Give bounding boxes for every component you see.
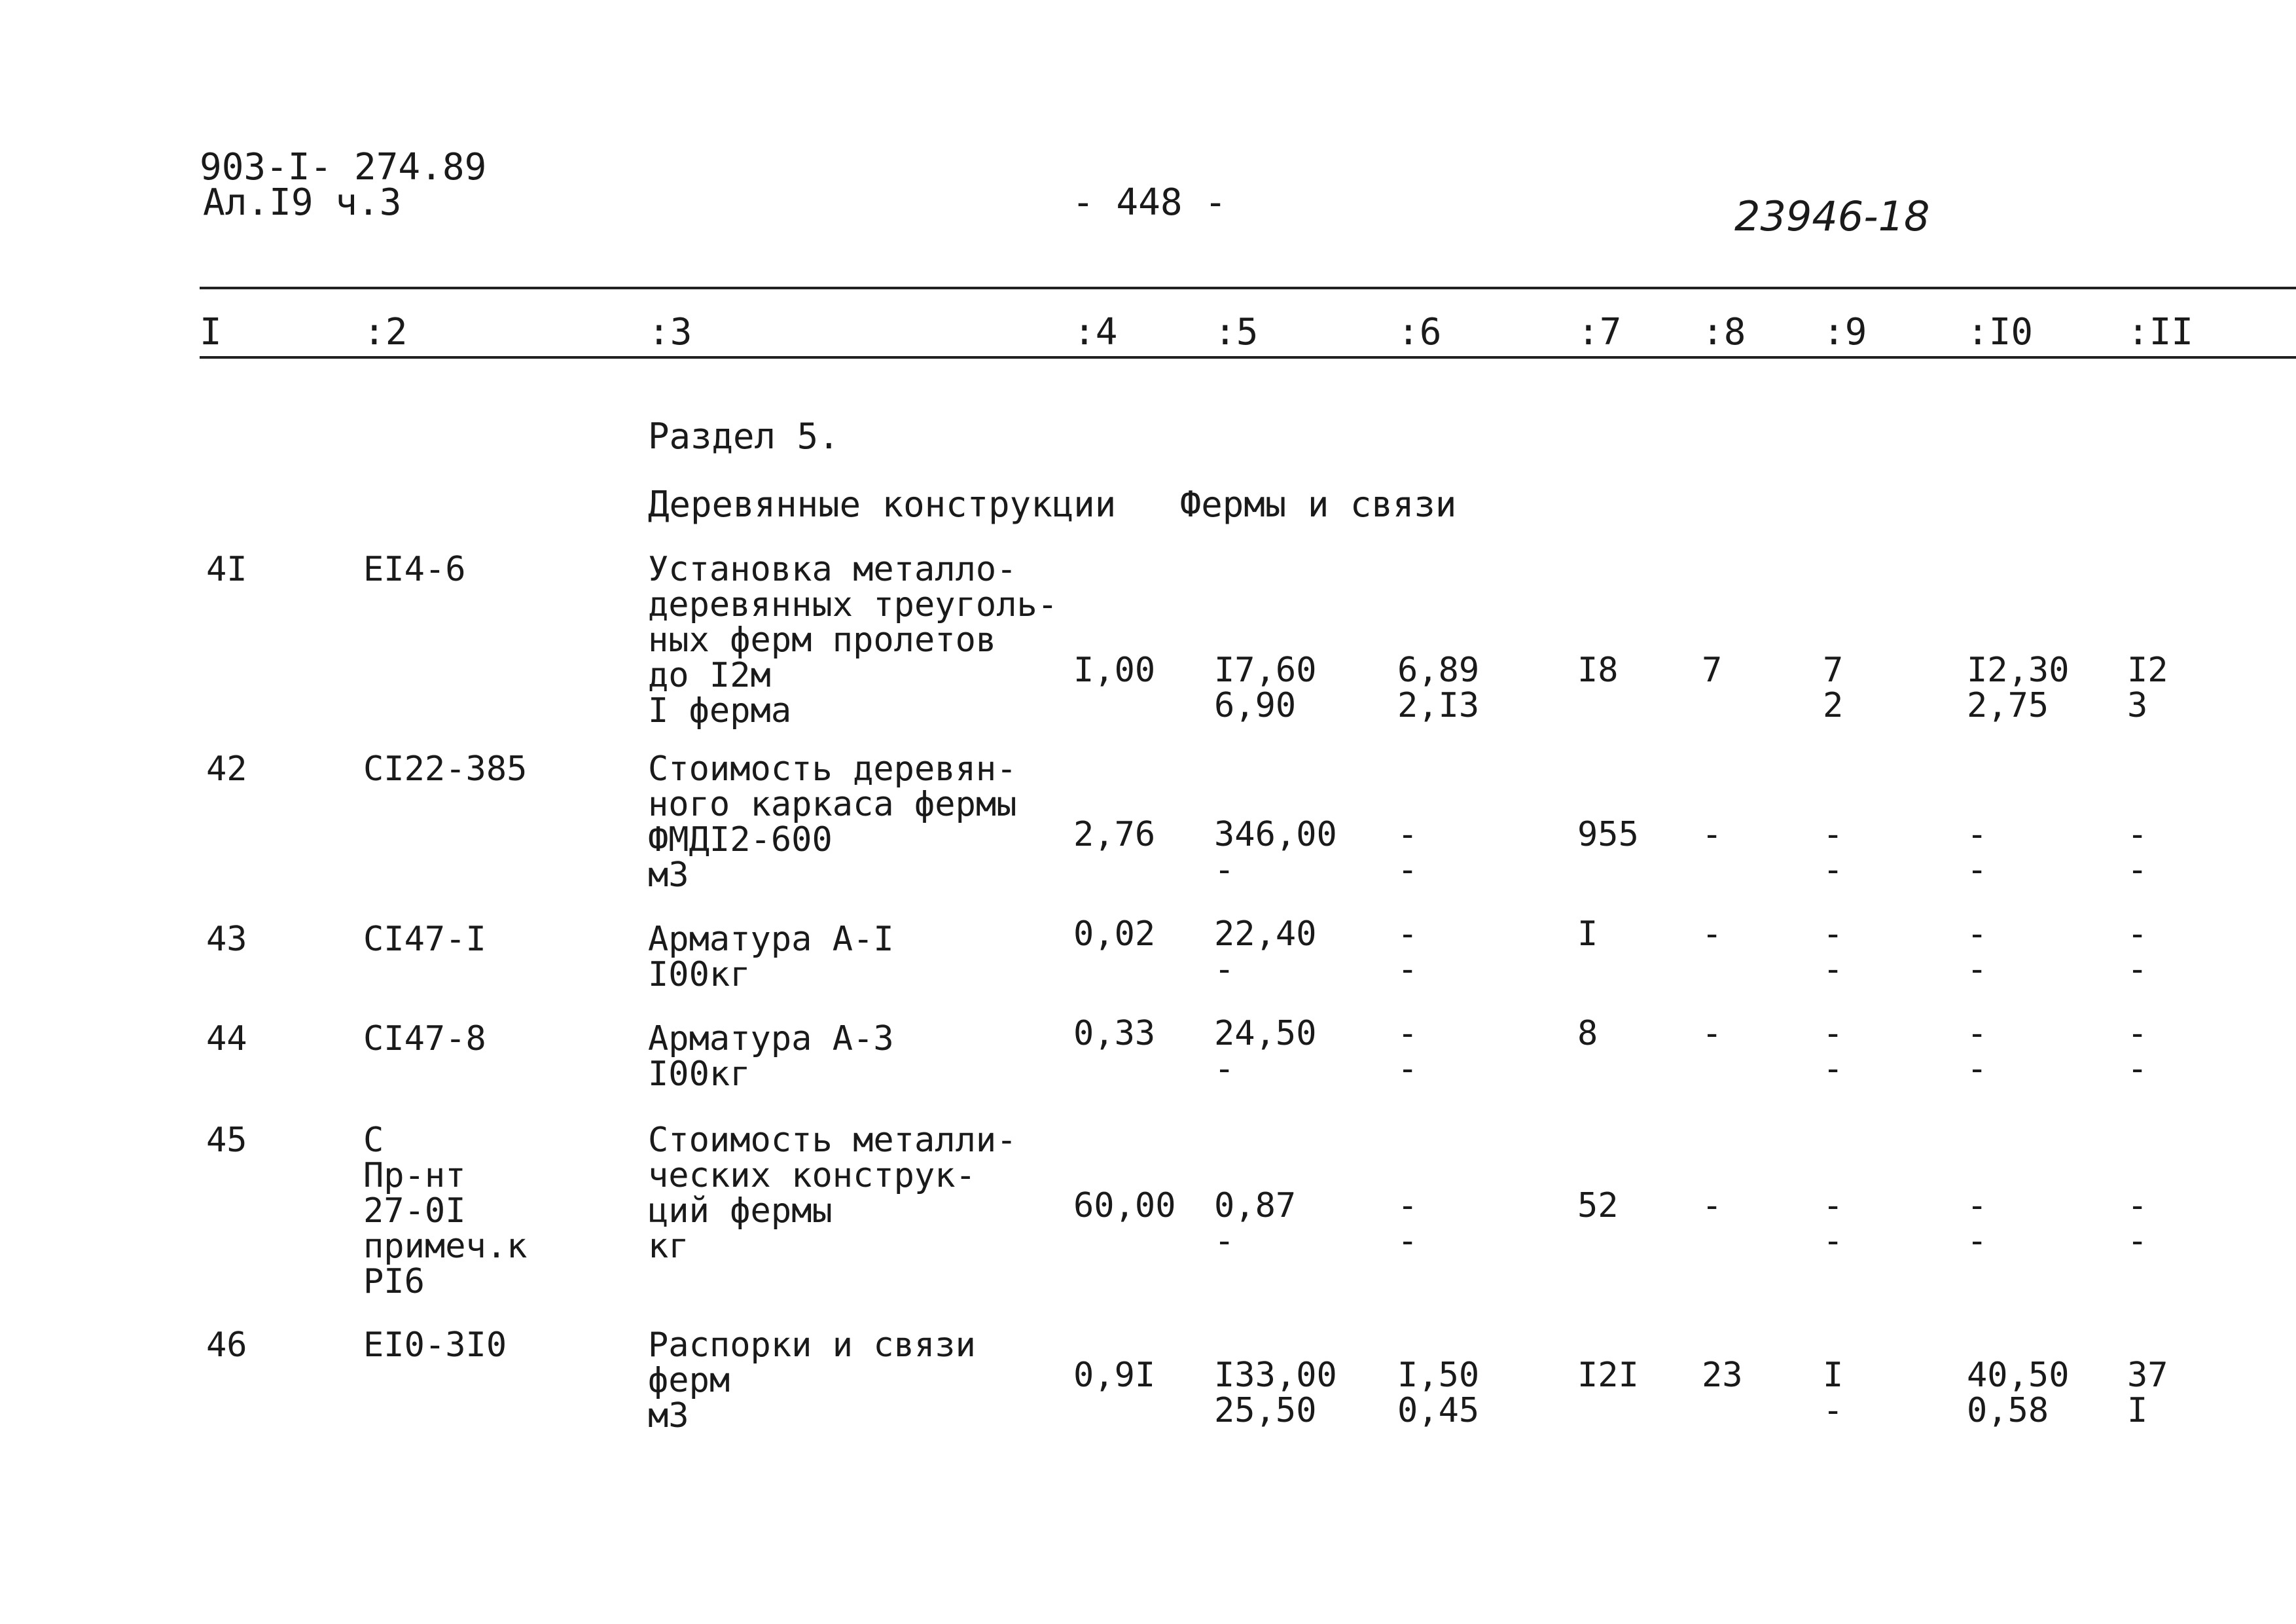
row-42-c6 xyxy=(1397,817,1418,888)
row-43-code-line: CI47-I xyxy=(363,920,486,959)
row-43-qty xyxy=(1073,916,1155,952)
row-46-c9-line: I xyxy=(1823,1356,1844,1395)
row-46-c10-line: 40,50 xyxy=(1967,1356,2070,1395)
row-42-desc-line: Стоимость деревян- xyxy=(648,749,1017,789)
row-45-code-line: Пр-нт xyxy=(363,1156,466,1195)
row-46-code xyxy=(363,1327,507,1363)
column-header-6: :6 xyxy=(1397,311,1442,353)
row-45-c9-line: - xyxy=(1823,1186,1844,1225)
row-44-c9-line: - xyxy=(1823,1049,1844,1089)
row-44-code xyxy=(363,1021,486,1056)
row-45-c8-line: - xyxy=(1702,1186,1723,1225)
row-45-desc xyxy=(648,1123,1017,1264)
row-46-qty-line: 0,9I xyxy=(1073,1356,1156,1395)
row-42-desc-line: ного каркаса фермы xyxy=(648,785,1017,824)
row-42-desc-line: м3 xyxy=(648,856,689,895)
row-46-c5-line: 25,50 xyxy=(1214,1391,1317,1430)
row-46-code-line: EI0-3I0 xyxy=(363,1326,507,1365)
row-43-c11-line: - xyxy=(2127,914,2148,954)
row-4I-c9 xyxy=(1823,653,1843,723)
row-4I-c10-line: 2,75 xyxy=(1967,686,2049,725)
row-46-desc xyxy=(648,1327,976,1434)
row-44-c5 xyxy=(1214,1016,1317,1087)
row-45-desc-line: ций фермы xyxy=(648,1191,833,1231)
row-45-c5-line: - xyxy=(1214,1221,1235,1261)
row-46-c9 xyxy=(1823,1358,1843,1428)
row-45-c6 xyxy=(1397,1188,1418,1259)
row-43-c10-line: - xyxy=(1967,950,1988,989)
row-44-c9-line: - xyxy=(1823,1014,1844,1053)
row-42-c11-line: - xyxy=(2127,850,2148,890)
row-44-c6-line: - xyxy=(1397,1014,1418,1053)
row-45-desc-line: Стоимость металли- xyxy=(648,1121,1017,1160)
row-4I-c8 xyxy=(1702,653,1722,688)
row-44-c10-line: - xyxy=(1967,1049,1988,1089)
page-number: - 448 - xyxy=(1072,181,1227,224)
row-45-c10-line: - xyxy=(1967,1186,1988,1225)
row-46-c8 xyxy=(1702,1358,1743,1393)
top-rule xyxy=(200,287,2296,289)
row-42-qty-line: 2,76 xyxy=(1073,815,1156,854)
row-45-c10 xyxy=(1967,1188,1987,1259)
row-46-desc-line: ферм xyxy=(648,1361,730,1400)
row-42-c9 xyxy=(1823,817,1843,888)
row-42-desc-line: ФМДI2-600 xyxy=(648,820,833,859)
row-42-c6-line: - xyxy=(1397,815,1418,854)
row-43-c11 xyxy=(2127,916,2147,987)
row-46-c5 xyxy=(1214,1358,1337,1428)
row-43-c11-line: - xyxy=(2127,950,2148,989)
row-46-c9-line: - xyxy=(1823,1391,1844,1430)
row-44-qty-line: 0,33 xyxy=(1073,1014,1156,1053)
row-44-desc-line: I00кг xyxy=(648,1055,751,1094)
row-42-c6-line: - xyxy=(1397,850,1418,890)
row-4I-qty xyxy=(1073,653,1155,688)
row-4I-c7-line: I8 xyxy=(1577,651,1619,690)
row-45-c5-line: 0,87 xyxy=(1214,1186,1297,1225)
row-45-c10-line: - xyxy=(1967,1221,1988,1261)
row-4I-code xyxy=(363,552,466,587)
row-46-qty xyxy=(1073,1358,1155,1393)
column-header-10: :I0 xyxy=(1967,311,2034,353)
section-title: Раздел 5. xyxy=(648,416,840,457)
row-42-c10 xyxy=(1967,817,1987,888)
row-4I-c11-line: I2 xyxy=(2127,651,2168,690)
row-42-c5 xyxy=(1214,817,1337,888)
row-43-qty-line: 0,02 xyxy=(1073,914,1156,954)
row-45-c9 xyxy=(1823,1188,1843,1259)
row-46-c6 xyxy=(1397,1358,1479,1428)
row-45-code-line: 27-0I xyxy=(363,1191,466,1231)
row-46-c10 xyxy=(1967,1358,2070,1428)
row-45-code xyxy=(363,1123,527,1299)
row-43-desc-line: Арматура А-I xyxy=(648,920,894,959)
row-42-c10-line: - xyxy=(1967,850,1988,890)
row-42-c10-line: - xyxy=(1967,815,1988,854)
row-43-c8 xyxy=(1702,916,1722,952)
row-45-c11 xyxy=(2127,1188,2147,1259)
row-4I-c5-line: 6,90 xyxy=(1214,686,1297,725)
column-header-9: :9 xyxy=(1823,311,1867,353)
row-44-c8 xyxy=(1702,1016,1722,1051)
row-43-desc xyxy=(648,922,894,992)
row-43-c7-line: I xyxy=(1577,914,1598,954)
row-43-c8-line: - xyxy=(1702,914,1723,954)
row-45-num xyxy=(206,1123,247,1158)
row-4I-c5 xyxy=(1214,653,1317,723)
row-44-c10-line: - xyxy=(1967,1014,1988,1053)
row-45-c7-line: 52 xyxy=(1577,1186,1619,1225)
row-45-code-line: примеч.к xyxy=(363,1227,528,1266)
row-4I-code-line: EI4-6 xyxy=(363,550,466,589)
row-44-desc-line: Арматура А-3 xyxy=(648,1019,894,1058)
row-44-c11-line: - xyxy=(2127,1014,2148,1053)
row-42-c5-line: - xyxy=(1214,850,1235,890)
row-46-c8-line: 23 xyxy=(1702,1356,1743,1395)
row-42-code xyxy=(363,751,527,787)
row-43-c5-line: - xyxy=(1214,950,1235,989)
row-4I-desc-line: деревянных треуголь- xyxy=(648,585,1058,624)
row-42-num-line: 42 xyxy=(206,749,247,789)
row-4I-c5-line: I7,60 xyxy=(1214,651,1317,690)
row-46-c6-line: 0,45 xyxy=(1397,1391,1480,1430)
row-44-c10 xyxy=(1967,1016,1987,1087)
row-45-c11-line: - xyxy=(2127,1221,2148,1261)
row-46-c5-line: I33,00 xyxy=(1214,1356,1337,1395)
row-46-desc-line: м3 xyxy=(648,1396,689,1435)
row-4I-c6 xyxy=(1397,653,1479,723)
row-42-c7-line: 955 xyxy=(1577,815,1639,854)
row-45-code-line: С xyxy=(363,1121,384,1160)
row-46-c6-line: I,50 xyxy=(1397,1356,1480,1395)
column-header-7: :7 xyxy=(1577,311,1622,353)
document-number: 23946-18 xyxy=(1734,192,1930,240)
row-45-c6-line: - xyxy=(1397,1186,1418,1225)
row-44-c6 xyxy=(1397,1016,1418,1087)
row-46-c7 xyxy=(1577,1358,1639,1393)
row-42-c7 xyxy=(1577,817,1639,852)
row-43-num xyxy=(206,922,247,957)
row-4I-c8-line: 7 xyxy=(1702,651,1723,690)
row-45-desc-line: кг xyxy=(648,1227,689,1266)
row-43-c7 xyxy=(1577,916,1598,952)
row-4I-c6-line: 6,89 xyxy=(1397,651,1480,690)
row-4I-c6-line: 2,I3 xyxy=(1397,686,1480,725)
row-44-code-line: CI47-8 xyxy=(363,1019,486,1058)
row-4I-c10 xyxy=(1967,653,2070,723)
column-header-3: :3 xyxy=(648,311,692,353)
column-header-4: :4 xyxy=(1073,311,1118,353)
column-header-2: :2 xyxy=(363,311,408,353)
row-45-desc-line: ческих конструк- xyxy=(648,1156,976,1195)
row-45-c5 xyxy=(1214,1188,1296,1259)
row-4I-desc-line: ных ферм пролетов xyxy=(648,621,997,660)
row-4I-c9-line: 7 xyxy=(1823,651,1844,690)
row-4I-desc-line: I ферма xyxy=(648,691,792,731)
row-43-c10-line: - xyxy=(1967,914,1988,954)
row-42-c8-line: - xyxy=(1702,815,1723,854)
row-42-c9-line: - xyxy=(1823,815,1844,854)
row-45-qty-line: 60,00 xyxy=(1073,1186,1176,1225)
row-44-num-line: 44 xyxy=(206,1019,247,1058)
row-46-desc-line: Распорки и связи xyxy=(648,1326,976,1365)
row-43-c6-line: - xyxy=(1397,950,1418,989)
row-4I-num-line: 4I xyxy=(206,550,247,589)
row-4I-num xyxy=(206,552,247,587)
row-44-c9 xyxy=(1823,1016,1843,1087)
row-4I-c11 xyxy=(2127,653,2168,723)
row-44-num xyxy=(206,1021,247,1056)
row-43-desc-line: I00кг xyxy=(648,955,751,994)
row-44-desc xyxy=(648,1021,894,1092)
column-header-11: :II xyxy=(2127,311,2194,353)
row-42-code-line: CI22-385 xyxy=(363,749,528,789)
row-4I-c11-line: 3 xyxy=(2127,686,2148,725)
document-code: 903-I- 274.89 xyxy=(200,146,487,189)
row-43-c9-line: - xyxy=(1823,950,1844,989)
row-43-c9 xyxy=(1823,916,1843,987)
row-43-c10 xyxy=(1967,916,1987,987)
row-4I-c7 xyxy=(1577,653,1619,688)
row-4I-desc-line: Установка металло- xyxy=(648,550,1017,589)
row-44-c8-line: - xyxy=(1702,1014,1723,1053)
row-46-c10-line: 0,58 xyxy=(1967,1391,2049,1430)
row-43-c5 xyxy=(1214,916,1317,987)
row-44-c7-line: 8 xyxy=(1577,1014,1598,1053)
row-43-num-line: 43 xyxy=(206,920,247,959)
row-44-c5-line: - xyxy=(1214,1049,1235,1089)
row-42-c5-line: 346,00 xyxy=(1214,815,1337,854)
row-44-c11 xyxy=(2127,1016,2147,1087)
row-42-c9-line: - xyxy=(1823,850,1844,890)
row-44-c6-line: - xyxy=(1397,1049,1418,1089)
row-44-c7 xyxy=(1577,1016,1598,1051)
column-header-8: :8 xyxy=(1702,311,1746,353)
row-43-code xyxy=(363,922,486,957)
row-46-c11-line: I xyxy=(2127,1391,2148,1430)
row-46-num xyxy=(206,1327,247,1363)
row-45-num-line: 45 xyxy=(206,1121,247,1160)
section-subtitle: Деревянные конструкции Фермы и связи xyxy=(648,484,1457,525)
row-45-qty xyxy=(1073,1188,1176,1223)
row-46-c7-line: I2I xyxy=(1577,1356,1639,1395)
column-header-1: I xyxy=(200,311,222,353)
row-42-qty xyxy=(1073,817,1155,852)
row-44-c5-line: 24,50 xyxy=(1214,1014,1317,1053)
row-43-c6-line: - xyxy=(1397,914,1418,954)
row-45-c9-line: - xyxy=(1823,1221,1844,1261)
row-4I-c9-line: 2 xyxy=(1823,686,1844,725)
row-42-num xyxy=(206,751,247,787)
row-43-c6 xyxy=(1397,916,1418,987)
album-part: Ал.I9 ч.3 xyxy=(203,181,402,224)
row-43-c5-line: 22,40 xyxy=(1214,914,1317,954)
row-42-c8 xyxy=(1702,817,1722,852)
row-45-c8 xyxy=(1702,1188,1722,1223)
row-42-c11 xyxy=(2127,817,2147,888)
row-4I-desc-line: до I2м xyxy=(648,656,771,695)
row-4I-desc xyxy=(648,552,1058,729)
row-43-c9-line: - xyxy=(1823,914,1844,954)
row-46-c11-line: 37 xyxy=(2127,1356,2168,1395)
row-42-desc xyxy=(648,751,1017,893)
row-44-c11-line: - xyxy=(2127,1049,2148,1089)
row-44-qty xyxy=(1073,1016,1155,1051)
column-header-5: :5 xyxy=(1214,311,1259,353)
row-45-c11-line: - xyxy=(2127,1186,2148,1225)
row-45-code-line: PI6 xyxy=(363,1262,425,1301)
row-4I-c10-line: I2,30 xyxy=(1967,651,2070,690)
row-4I-qty-line: I,00 xyxy=(1073,651,1156,690)
row-46-num-line: 46 xyxy=(206,1326,247,1365)
row-46-c11 xyxy=(2127,1358,2168,1428)
row-45-c7 xyxy=(1577,1188,1619,1223)
row-45-c6-line: - xyxy=(1397,1221,1418,1261)
column-header-rule xyxy=(200,356,2296,359)
row-42-c11-line: - xyxy=(2127,815,2148,854)
